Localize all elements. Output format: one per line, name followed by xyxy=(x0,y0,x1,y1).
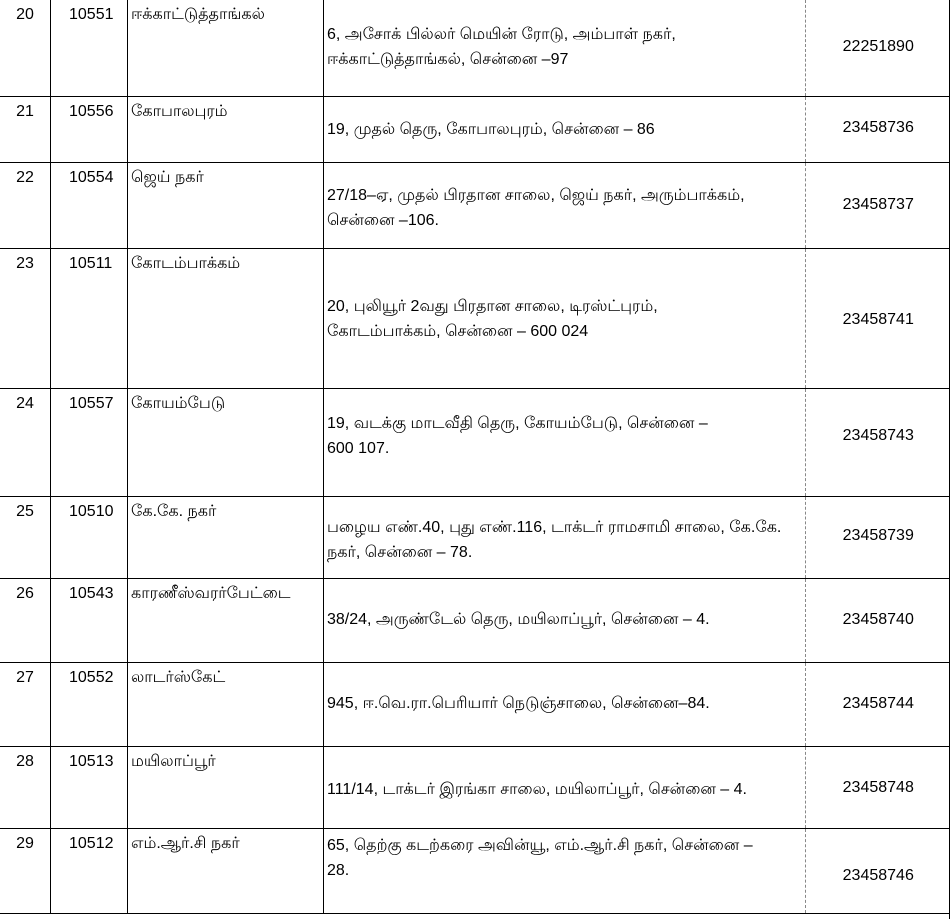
address-line-1: 20, புலியூர் 2வது பிரதான சாலை, டிரஸ்ட்புரம், xyxy=(327,297,658,315)
address-line-1: பழைய எண்.40, புது எண்.116, டாக்டர் ராமசாமி சாலை, கே.கே. xyxy=(327,518,782,536)
office-code: 10556 xyxy=(51,96,128,162)
phone-number: 23458736 xyxy=(806,96,950,162)
office-code: 10543 xyxy=(51,578,128,662)
phone-number: 23458746 xyxy=(806,828,950,913)
address-line-2: கோடம்பாக்கம், சென்னை – 600 024 xyxy=(327,322,589,340)
office-code: 10512 xyxy=(51,828,128,913)
address-line-1: 19, வடக்கு மாடவீதி தெரு, கோயம்பேடு, சென்னை – xyxy=(327,414,708,432)
serial-number: 27 xyxy=(0,662,51,746)
serial-number: 26 xyxy=(0,578,51,662)
table-row xyxy=(0,96,950,162)
office-address xyxy=(324,96,806,162)
serial-number: 20 xyxy=(0,0,51,96)
serial-number: 21 xyxy=(0,96,51,162)
address-line-2: சென்னை –106. xyxy=(327,211,439,229)
address-line-2: ஈக்காட்டுத்தாங்கல், சென்னை –97 xyxy=(327,51,569,68)
address-line-1: 945, ஈ.வெ.ரா.பெரியார் நெடுஞ்சாலை, சென்னை–84. xyxy=(327,694,710,712)
table-row xyxy=(0,0,950,96)
office-code: 10513 xyxy=(51,746,128,828)
serial-number: 24 xyxy=(0,388,51,496)
serial-number: 23 xyxy=(0,248,51,388)
office-address xyxy=(324,662,806,746)
office-code: 10554 xyxy=(51,162,128,248)
table-row xyxy=(0,746,950,828)
table-row xyxy=(0,828,950,913)
office-address xyxy=(324,162,806,248)
office-code: 10551 xyxy=(51,0,128,96)
office-name: மயிலாப்பூர் xyxy=(128,746,324,828)
office-name: கோடம்பாக்கம் xyxy=(128,248,324,388)
phone-number: 23458741 xyxy=(806,248,950,388)
office-code: 10557 xyxy=(51,388,128,496)
office-name: கோயம்பேடு xyxy=(128,388,324,496)
office-code: 10511 xyxy=(51,248,128,388)
address-line-2: 600 107. xyxy=(327,439,390,457)
office-code: 10552 xyxy=(51,662,128,746)
address-line-1: 38/24, அருண்டேல் தெரு, மயிலாப்பூர், சென்னை – 4. xyxy=(327,610,710,628)
office-address xyxy=(324,0,806,96)
office-name: கோபாலபுரம் xyxy=(128,96,324,162)
table-row xyxy=(0,162,950,248)
address-line-1: 27/18–ஏ, முதல் பிரதான சாலை, ஜெய் நகர், அரும்பாக்கம், xyxy=(327,186,745,204)
office-address xyxy=(324,248,806,388)
phone-number: 23458739 xyxy=(806,496,950,578)
serial-number: 25 xyxy=(0,496,51,578)
phone-number: 22251890 xyxy=(806,0,950,96)
office-code: 10510 xyxy=(51,496,128,578)
table-row xyxy=(0,388,950,496)
phone-number: 23458748 xyxy=(806,746,950,828)
phone-number: 23458737 xyxy=(806,162,950,248)
table-row xyxy=(0,496,950,578)
office-address xyxy=(324,496,806,578)
office-name: ஜெய் நகர் xyxy=(128,162,324,248)
address-line-1: 111/14, டாக்டர் இரங்கா சாலை, மயிலாப்பூர், சென்னை – 4. xyxy=(327,780,747,798)
phone-number: 23458744 xyxy=(806,662,950,746)
office-name: ஈக்காட்டுத்தாங்கல் xyxy=(128,0,324,96)
address-line-1: 6, அசோக் பில்லர் மெயின் ரோடு, அம்பாள் நகர், xyxy=(327,26,676,43)
table-row xyxy=(0,578,950,662)
serial-number: 28 xyxy=(0,746,51,828)
serial-number: 29 xyxy=(0,828,51,913)
office-name: எம்.ஆர்.சி நகர் xyxy=(128,828,324,913)
phone-number: 23458743 xyxy=(806,388,950,496)
serial-number: 22 xyxy=(0,162,51,248)
office-address xyxy=(324,828,806,913)
office-address xyxy=(324,746,806,828)
office-name: காரணீஸ்வரர்பேட்டை xyxy=(128,578,324,662)
address-line-1: 65, தெற்கு கடற்கரை அவின்யூ, எம்.ஆர்.சி நகர், சென்னை – xyxy=(327,836,753,854)
office-name: கே.கே. நகர் xyxy=(128,496,324,578)
office-address xyxy=(324,578,806,662)
address-line-2: 28. xyxy=(327,861,350,879)
phone-number: 23458740 xyxy=(806,578,950,662)
office-name: லாடர்ஸ்கேட் xyxy=(128,662,324,746)
address-line-1: 19, முதல் தெரு, கோபாலபுரம், சென்னை – 86 xyxy=(327,120,655,138)
address-line-2: நகர், சென்னை – 78. xyxy=(327,543,473,561)
office-address xyxy=(324,388,806,496)
table-row xyxy=(0,662,950,746)
table-row xyxy=(0,248,950,388)
